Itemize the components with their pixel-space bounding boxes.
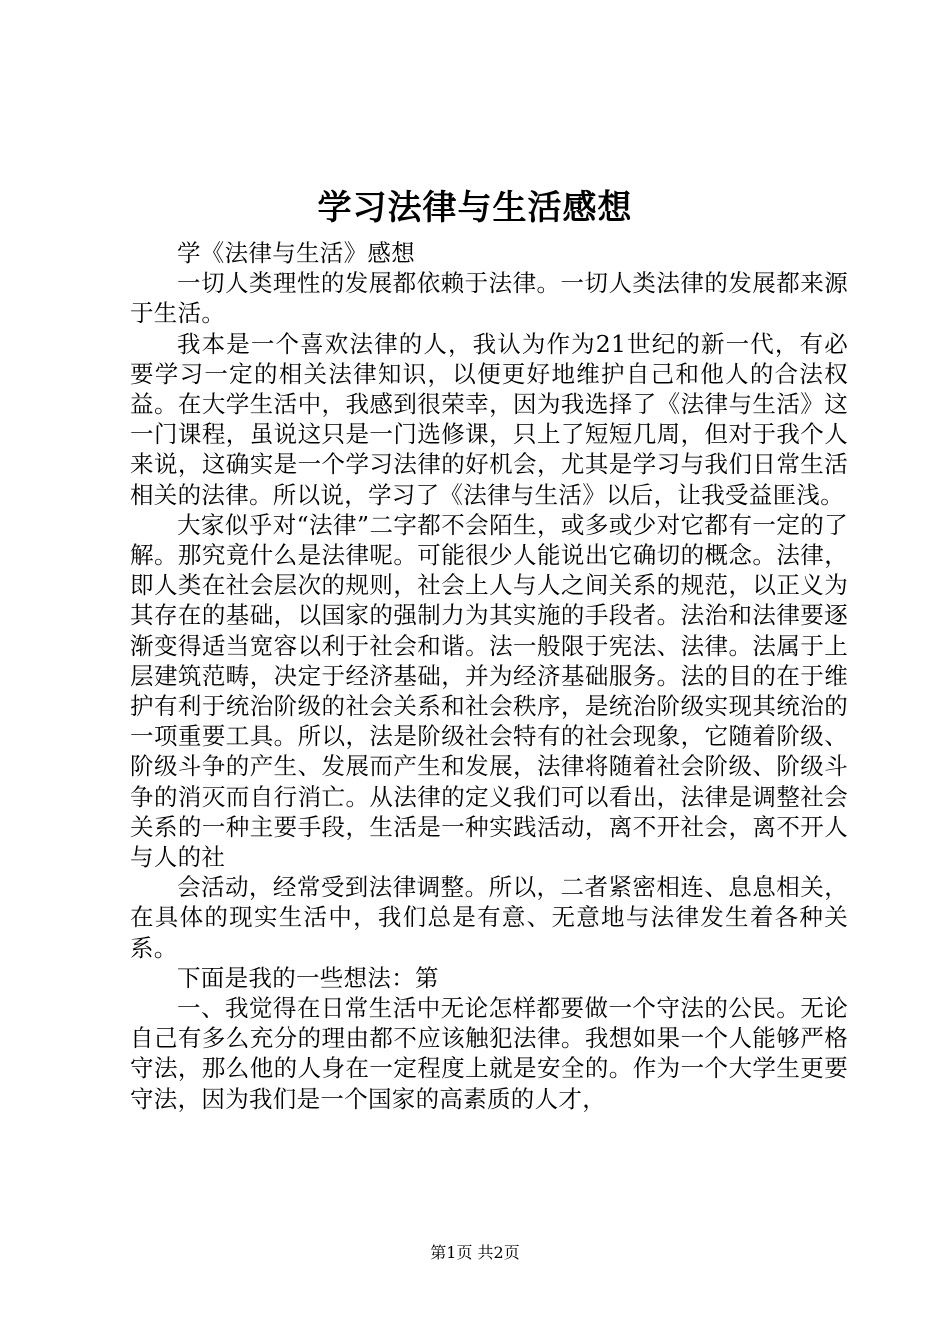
paragraph-intro: 一切人类理性的发展都依赖于法律。一切人类法律的发展都来源于生活。 <box>130 269 848 328</box>
paragraph-subtitle: 学《法律与生活》感想 <box>177 239 415 267</box>
paragraph-relation: 会活动，经常受到法律调整。所以，二者紧密相连、息息相关，在具体的现实生活中，我们总是有意、无意地与法律发生着各种关系。 <box>130 873 848 962</box>
page-footer: 第1页 共2页 <box>430 1243 520 1262</box>
document-title: 学习法律与生活感想 <box>317 188 633 228</box>
paragraph-personal: 我本是一个喜欢法律的人，我认为作为21世纪的新一代，有必要学习一定的相关法律知识，以便更好地维护自己和他人的合法权益。在大学生活中，我感到很荣幸，因为我选择了《法律与生活》这一门课程，虽说这只是一门选修课，只上了短短几周，但对于我个人来说，这确实是一个学习法律的好机会，尤其是学习与我们日常生活相关的法律。所以说，学习了《法律与生活》以后，让我受益匪浅。 <box>130 329 848 509</box>
document-body <box>130 238 848 1114</box>
paragraph-thoughts-heading: 下面是我的一些想法：第 <box>177 963 439 992</box>
paragraph-definition: 大家似乎对“法律”二字都不会陌生，或多或少对它都有一定的了解。那究竟什么是法律呢。可能很少人能说出它确切的概念。法律，即人类在社会层次的规则，社会上人与人之间关系的规范，以正义为其存在的基础，以国家的强制力为其实施的手段者。法治和法律要逐渐变得适当宽容以利于社会和谐。法一般限于宪法、法律。法属于上层建筑范畴，决定于经济基础，并为经济基础服务。法的目的在于维护有利于统治阶级的社会关系和社会秩序，是统治阶级实现其统治的一项重要工具。所以，法是阶级社会特有的社会现象，它随着阶级、阶级斗争的产生、发展而产生和发展，法律将随着社会阶级、阶级斗争的消灭而自行消亡。从法律的定义我们可以看出，法律是调整社会关系的一种主要手段，生活是一种实践活动，离不开社会，离不开人与人的社 <box>130 510 848 872</box>
paragraph-point-one: 一、我觉得在日常生活中无论怎样都要做一个守法的公民。无论自己有多么充分的理由都不应该触犯法律。我想如果一个人能够严格守法，那么他的人身在一定程度上就是安全的。作为一个大学生更要守法，因为我们是一个国家的高素质的人才， <box>130 994 848 1113</box>
